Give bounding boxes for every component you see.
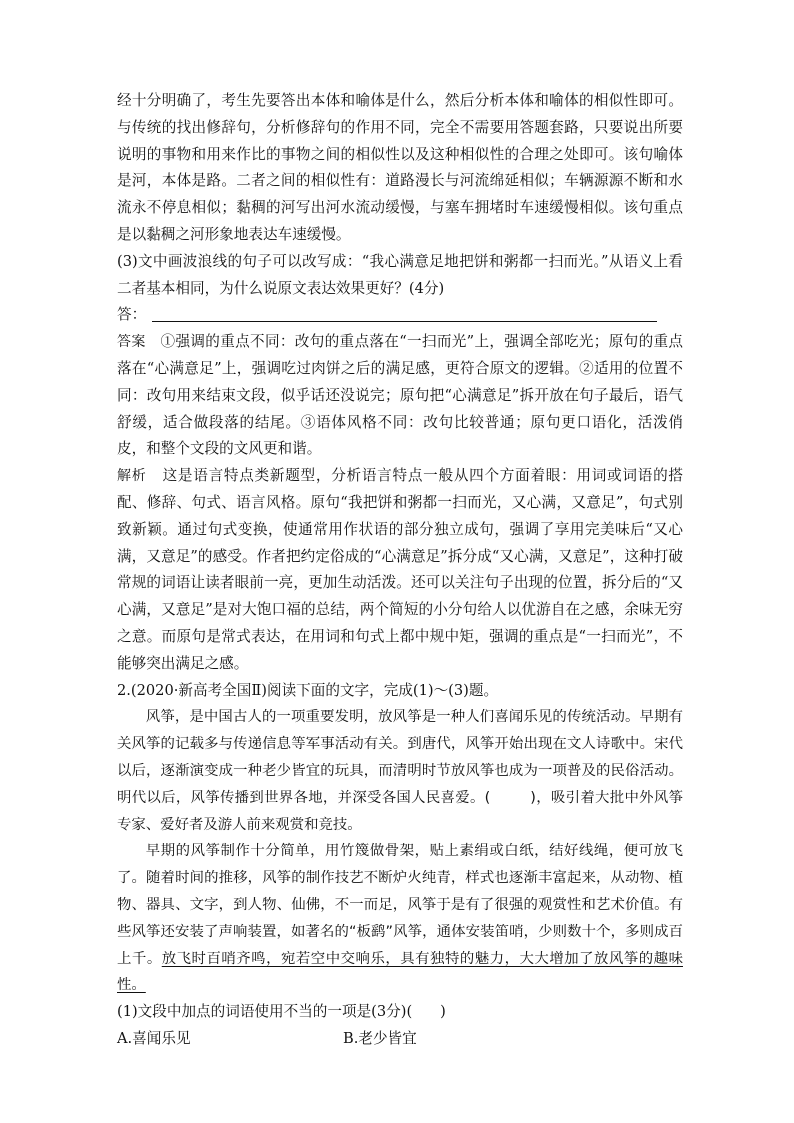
analysis-tag: 解析 bbox=[117, 468, 147, 485]
options-row bbox=[117, 1026, 683, 1053]
passage-paragraph-1 bbox=[117, 704, 683, 838]
analysis-text: 这是语言特点类新题型，分析语言特点一般从四个方面着眼：用词或词语的搭配、修辞、句式、语言风格。原句“我把饼和粥都一扫而光，又心满，又意足”，句式别致新颖。通过句式变换，使通常用作状语的部分独立成句，强调了享用完美味后“又心满，又意足”的感受。作者把约定俗成的“心满意足”拆分成“又心满，又意足”，这种打破常规的词语让读者眼前一亮，更加生动活泼。还可以关注句子出现的位置，拆分后的“又心满，又意足”是对大饱口福的总结，两个简短的小分句给人以优游自在之感，余味无穷之意。而原句是常式表达，在用词和句式上都中规中矩，强调的重点是“一扫而光”，不能够突出满足之感。 bbox=[117, 467, 683, 672]
analysis-continuation: 经十分明确了，考生先要答出本体和喻体是什么，然后分析本体和喻体的相似性即可。与传统的找出修辞句，分析修辞句的作用不同，完全不需要用答题套路，只要说出所要说明的事物和用来作比的事物之间的相似性以及这种相似性的合理之处即可。该句喻体是河，本体是路。二者之间的相似性有：道路漫长与河流绵延相似；车辆源源不断和水流永不停息相似；黏稠的河写出河水流动缓慢，与塞车拥堵时车速缓慢相似。该句重点是以黏稠之河形象地表达车速缓慢。 bbox=[117, 92, 683, 243]
question-2-1-text: (1)文段中加点的词语使用不当的一项是(3分)( bbox=[117, 1003, 413, 1021]
question-2-1-close: ) bbox=[440, 1003, 446, 1021]
answer-tag: 答案 bbox=[117, 334, 146, 351]
question-2-1 bbox=[117, 999, 683, 1026]
answer-text: ①强调的重点不同：改句的重点落在“一扫而光”上，强调全部吃光；原句的重点落在“心满意足”上，强调吃过肉饼之后的满足感，更符合原文的逻辑。②适用的位置不同：改句用来结束文段，似乎话还没说完；原句把“心满意足”拆开放在句子最后，语气舒缓，适合做段落的结尾。③语体风格不同：改句比较普通；原句更口语化，活泼俏皮，和整个文段的文风更和谐。 bbox=[117, 333, 683, 458]
section-2-heading: 2.(2020·新高考全国Ⅱ)阅读下面的文字，完成(1)～(3)题。 bbox=[117, 681, 499, 699]
passage-p2-a: 早期的风筝制作十分简单，用竹篾做骨架，贴上素绢或白纸，结好线绳，便可放飞了。随着时间的推移，风筝的制作技艺不断炉火纯青，样式也逐渐丰富起来，从动物、植物、器具、文字，到人物、仙佛，不一而足，风筝于是有了很强的观赏性和艺术价值。有些风筝还安装了声响装置，如著名的“板鹞”风筝，通体安装笛哨，少则数十个，多则成百上千。 bbox=[117, 843, 683, 967]
passage-p1-a: 风筝，是中国古人的一项重要发明，放风筝是一种人们喜闻乐见的传统活动。早期有关风筝的记载多与传递信息等军事活动有关。到唐代，风筝开始出现在文人诗歌中。宋代以后，逐渐演变成一种老少皆宜的玩具，而清明时节放风筝也成为一项普及的民俗活动。明代以后，风筝传播到世界各地，并深受各国人民喜爱。( bbox=[117, 709, 683, 806]
option-b: B.老少皆宜 bbox=[343, 1029, 417, 1047]
passage-p2-underlined: 放飞时百哨齐鸣，宛若空中交响乐，具有独特的魅力，大大增加了放风筝的趣味性。 bbox=[117, 950, 683, 994]
analysis-block bbox=[117, 463, 683, 677]
passage-paragraph-2 bbox=[117, 838, 683, 999]
answer-line-row bbox=[117, 302, 683, 329]
passage-p1-b: )，吸引着大批中外风筝专家、爱好者及游人前来观赏和竞技。 bbox=[117, 789, 683, 833]
question-3: (3)文中画波浪线的句子可以改写成：“我心满意足地把饼和粥都一扫而光。”从语义上看二者基本相同，为什么说原文表达效果更好？(4分) bbox=[117, 252, 684, 297]
option-a: A.喜闻乐见 bbox=[117, 1029, 191, 1047]
document-body bbox=[117, 88, 683, 1053]
answer-block bbox=[117, 329, 683, 463]
answer-blank bbox=[152, 303, 657, 322]
answer-label: 答： bbox=[117, 306, 147, 324]
